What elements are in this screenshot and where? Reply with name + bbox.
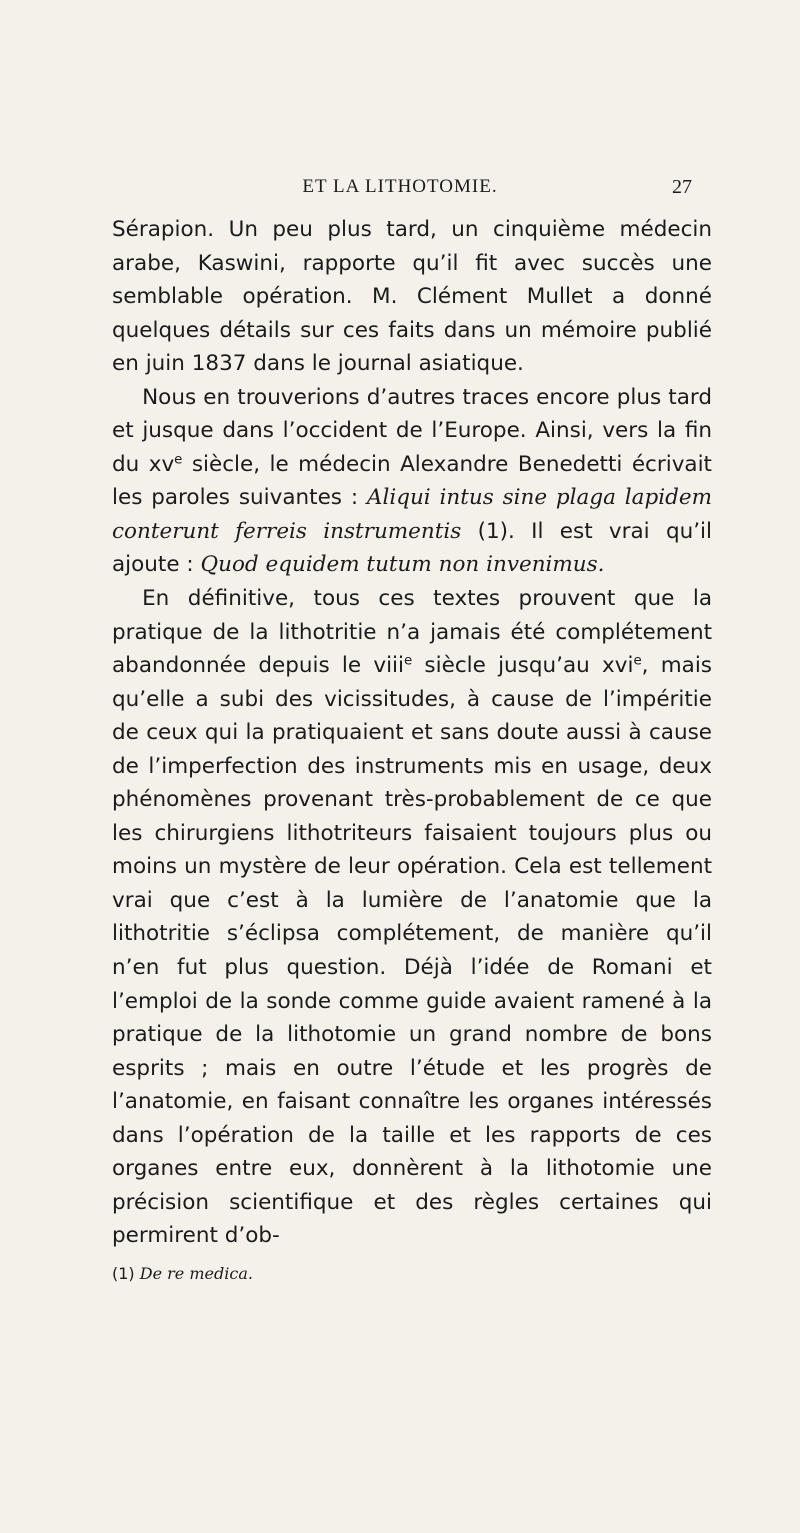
footnote-marker: (1) [112,1264,135,1283]
paragraph-1 [112,213,712,381]
paragraph-text: Sérapion. Un peu plus tard, un cinquième médecin arabe, Kaswini, rapporte qu’il fit avec succès une semblable opération. M. Clément Mullet a donné quelques détails sur ces faits dans un mémoire publié en juin 1837 dans le journal asiatique. [112,217,712,377]
paragraph-text: En définitive, tous ces textes prouvent que la pratique de la lithotritie n’a jamais été complétement abandonnée depuis le viii [112,586,712,679]
paragraph-text: , mais qu’elle a subi des vicissitudes, à cause de l’impéritie de ceux qui la pratiquaient et sans doute aussi à cause de l’imperfection des instruments mis en usage, deux phénomènes provenant très-probablement de ce que les chirurgiens lithotriteurs faisaient toujours plus ou moins un mystère de leur opération. Cela est tellement vrai que c’est à la lumière de l’anatomie que la lithotritie s’éclipsa complétement, de manière qu’il n’en fut plus question. Déjà l’idée de Romani et l’emploi de la sonde comme guide avaient ramené à la pratique de la lithotomie un grand nombre de bons esprits ; mais en outre l’étude et les progrès de l’anatomie, en faisant connaître les organes intéressés dans l’opération de la taille et les rapports de ces organes entre eux, donnèrent à la lithotomie une précision scientifique et des règles certaines qui permirent d’ob- [112,653,712,1249]
paragraph-3 [112,582,712,1253]
page-number: 27 [672,176,692,198]
body-text [112,213,712,1253]
paragraph-2 [112,381,712,582]
paragraph-text: (1). Il est vrai qu’il ajoute : [112,518,712,578]
superscript: e [174,452,183,468]
superscript: e [633,653,642,669]
paragraph-text: Nous en trouverions d’autres traces encore plus tard et jusque dans l’occident de l’Europe. Ainsi, vers la fin du xv [112,384,712,477]
latin-quote: Quod equidem tutum non invenimus. [200,552,605,578]
footnote-text: De re medica. [139,1264,253,1283]
paragraph-text: siècle, le médecin Alexandre Benedetti écrivait les paroles suivantes : [112,451,712,511]
paragraph-text: siècle jusqu’au xvi [412,653,634,679]
running-head [0,176,800,202]
latin-quote: Aliqui intus sine plaga lapidem conterunt ferreis instrumentis [112,485,712,544]
footnote [112,1264,712,1283]
running-title: ET LA LITHOTOMIE. [302,176,498,197]
superscript: e [403,653,413,669]
